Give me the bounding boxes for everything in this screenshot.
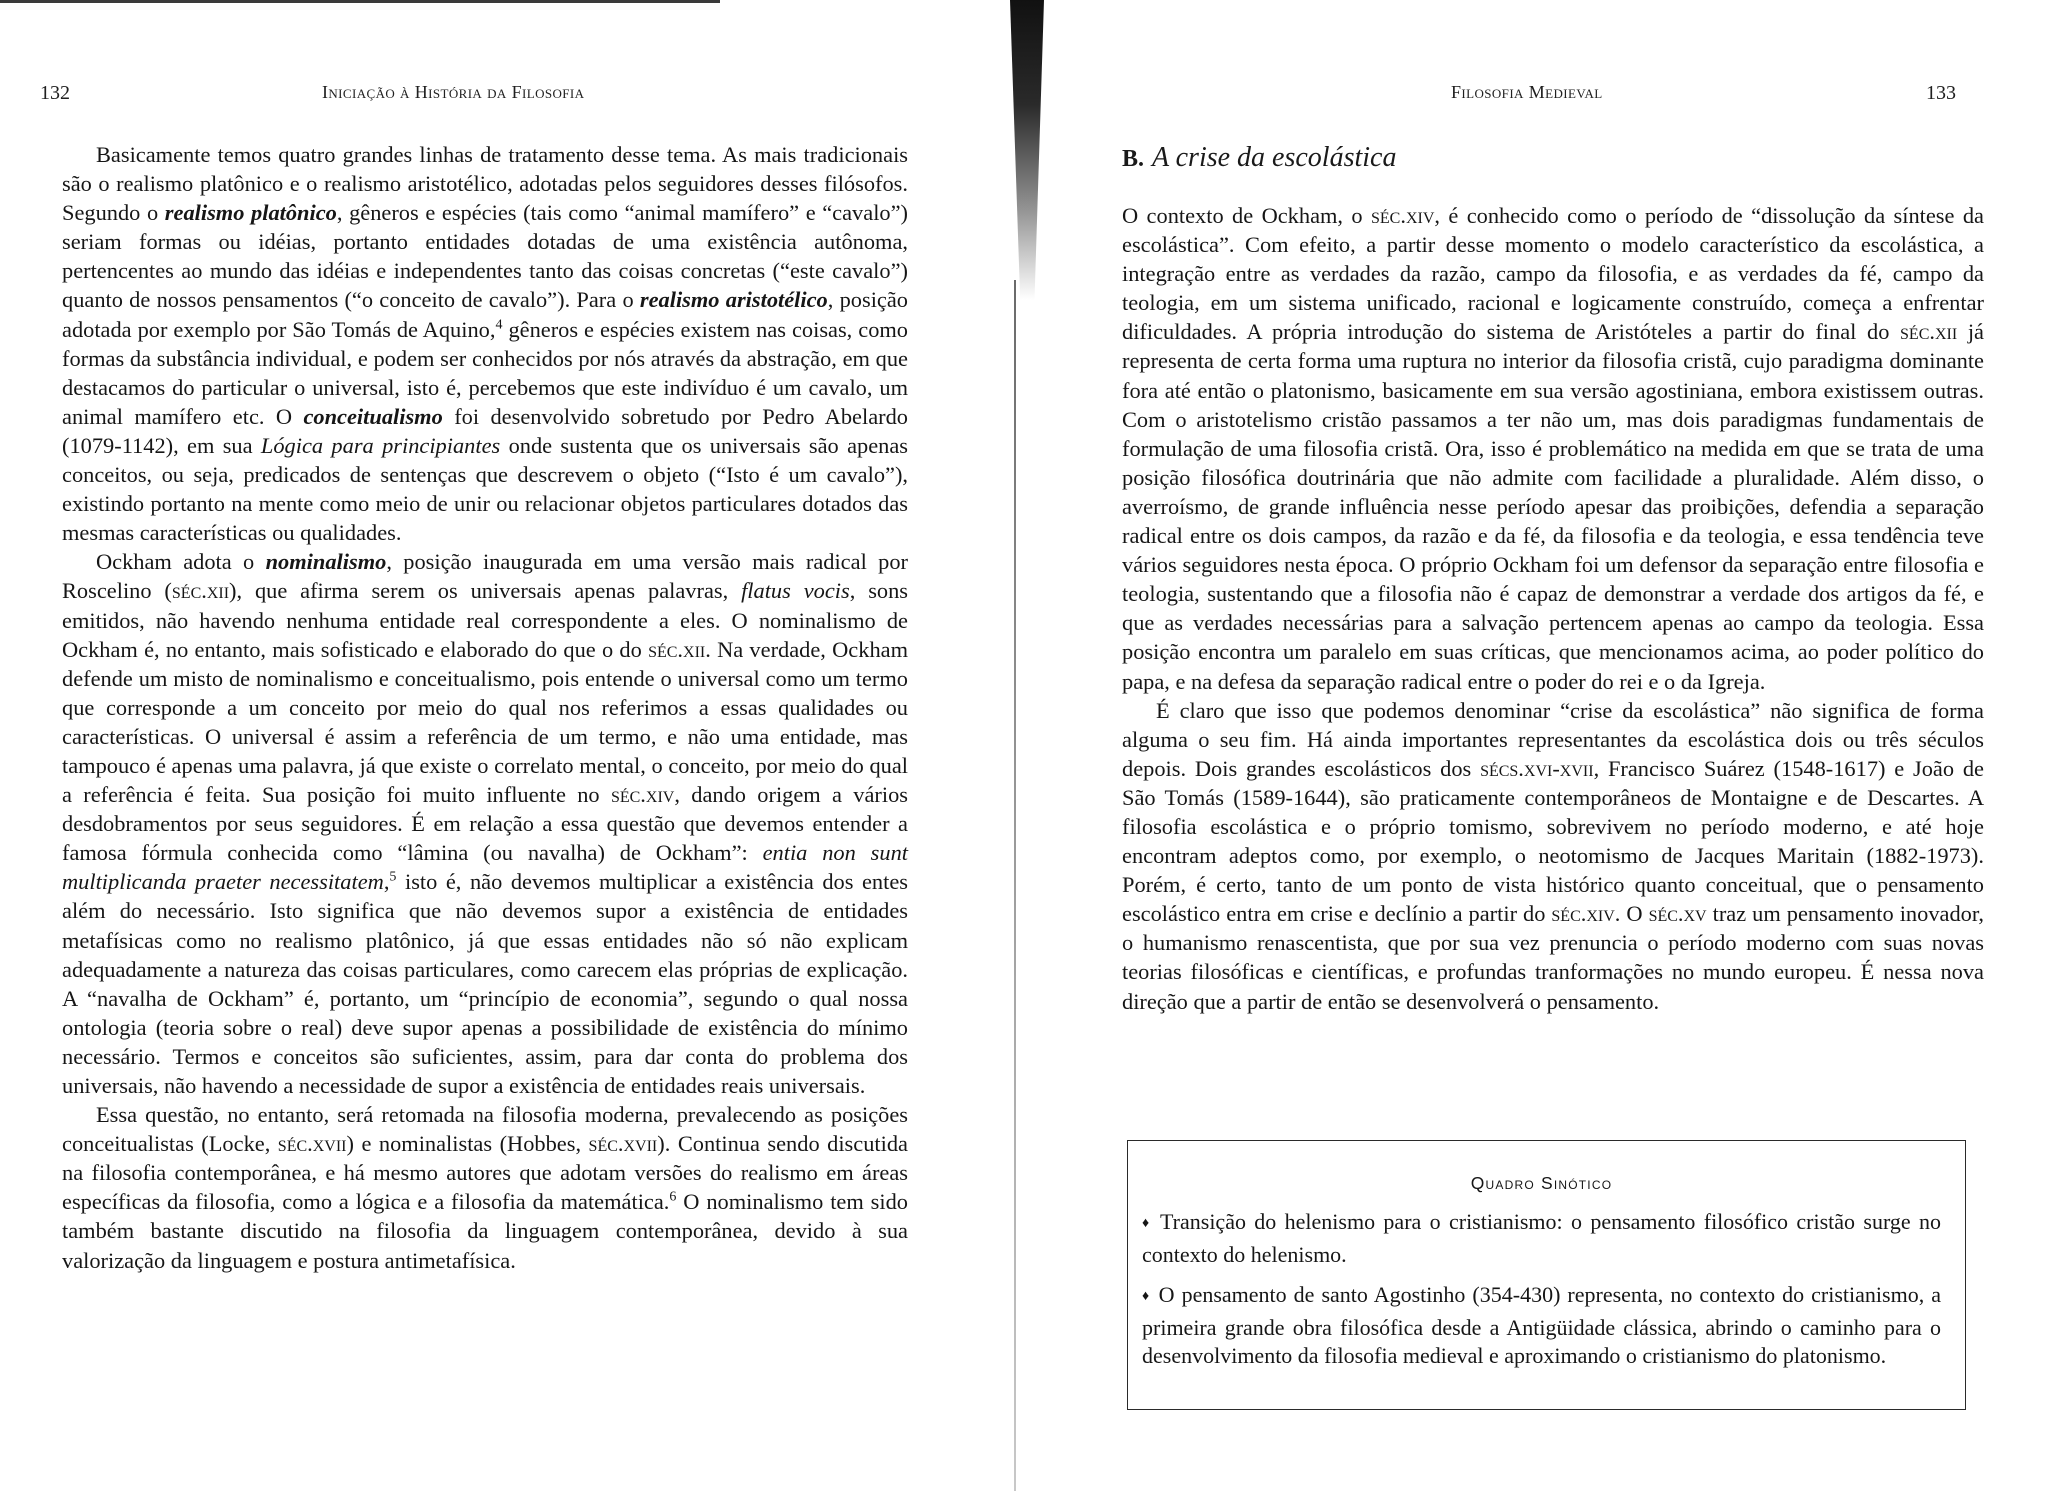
century-abbrev: séc.xv <box>1648 901 1707 927</box>
century-abbrev: sécs.xvi-xvii <box>1480 755 1594 781</box>
synoptic-box <box>1127 1140 1966 1410</box>
text-run: onde sustenta que os universais são apenas conceitos, ou seja, predicados de sentenças que descrevem o objeto (“Isto é um cavalo”), existindo portanto na mente como meio de unir ou relacionar objetos particulares dotados das mesmas características ou qualidades. <box>62 432 908 546</box>
text-run: isto é, não devemos multiplicar a existência dos entes além do necessário. Isto significa que não devemos supor a existência de entidades metafísicas como no realismo platônico, já que essas entidades não só não explicam adequadamente a natureza das coisas particulares, como carecem elas próprias de explicação. A “navalha de Ockham” é, portanto, um “princípio de economia”, segundo o qual nossa ontologia (teoria sobre o real) deve supor apenas a possibilidade de existência do mínimo necessário. Termos e conceitos são suficientes, assim, para dar conta do problema dos universais, não havendo a necessidade de supor a existência de entidades reais universais. <box>62 869 908 1098</box>
italic-text: Lógica para principiantes <box>260 432 501 458</box>
century-abbrev: séc.xvii <box>277 1131 347 1157</box>
paragraph <box>1122 696 1984 1016</box>
diamond-bullet-icon: ♦ <box>1142 1289 1151 1304</box>
century-abbrev: séc.xii <box>1900 319 1958 345</box>
footnote-reference: 5 <box>389 869 397 885</box>
text-run: ) e nominalistas (Hobbes, <box>346 1131 589 1157</box>
paragraph <box>62 1100 908 1275</box>
bold-italic-term: realismo aristotélico <box>639 287 828 313</box>
right-body-text <box>1122 201 1984 1016</box>
text-run: , posição adotada por exemplo por São Tomás de Aquino, <box>62 287 908 342</box>
text-run: . Na verdade, Ockham defende um misto de nominalismo e conceitualismo, pois entende o universal como um termo que corresponde a um conceito por meio do qual nos referimos a essas qualidades ou características. O universal é assim a referência de um termo, e não uma entidade, mas tampouco é apenas uma palavra, já que existe o correlato mental, o conceito, por meio do qual a referência é feita. Sua posição foi muito influente no <box>62 636 908 808</box>
diamond-bullet-icon: ♦ <box>1142 1216 1152 1231</box>
paragraph <box>62 140 908 547</box>
footnote-reference: 4 <box>495 317 503 333</box>
running-head: Iniciação à História da Filosofia <box>322 82 585 102</box>
text-run: O nominalismo tem sido também bastante discutido na filosofia da linguagem contemporânea, devido à sua valorização da linguagem e postura antimetafísica. <box>62 1189 908 1273</box>
paragraph <box>1122 201 1984 696</box>
synoptic-item <box>1142 1281 1941 1371</box>
left-page <box>0 0 1010 1491</box>
page-number: 133 <box>1926 82 1956 104</box>
century-abbrev: séc.xii <box>648 636 706 662</box>
footnote-reference: 6 <box>669 1189 677 1205</box>
gutter-line <box>1014 280 1016 1491</box>
synoptic-item-text: O pensamento de santo Agostinho (354-430) representa, no contexto do cristianismo, a primeira grande obra filosófica desde a Antigüidade clássica, abrindo o caminho para o desenvolvimento da filosofia medieval e aproximando o cristianismo do platonismo. <box>1142 1282 1941 1368</box>
text-run: , gêneros e espécies (tais como “animal mamífero” e “cavalo”) seriam formas ou idéias, portanto entidades dotadas de uma existência autônoma, pertencentes ao mundo das idéias e independentes tanto das coisas concretas (“este cavalo”) quanto de nossos pensamentos (“o conceito de cavalo”). Para o <box>62 200 909 313</box>
section-heading <box>1122 142 1396 174</box>
page-number: 132 <box>40 82 70 104</box>
century-abbrev: séc.xiv <box>1551 901 1615 927</box>
section-title: A crise da escolástica <box>1152 142 1397 173</box>
italic-text: flatus vocis <box>741 578 850 604</box>
text-run: É claro que isso que podemos denominar “crise da escolástica” não significa de forma alguma o seu fim. Há ainda importantes representantes da escolástica dois ou três séculos depois. Dois grandes escolásticos dos <box>1122 697 1984 781</box>
paragraph <box>62 547 908 1100</box>
synoptic-title: Quadro Sinótico <box>1470 1173 1613 1193</box>
text-run: , Francisco Suárez (1548-1617) e João de São Tomás (1589-1644), são praticamente contemporâneos de Montaigne e de Descartes. A filosofia escolástica e o próprio tomismo, sobrevivem no período moderno, e até hoje encontram adeptos como, por exemplo, o neotomismo de Jacques Maritain (1882-1973). Porém, é certo, tanto de um ponto de vista histórico quanto conceitual, que o pensamento escolástico entra em crise e declínio a partir do <box>1122 755 1984 927</box>
bold-italic-term: realismo platônico <box>164 200 337 226</box>
text-run: ), que afirma serem os universais apenas palavras, <box>229 578 742 604</box>
text-run: . O <box>1614 901 1649 927</box>
text-run: Basicamente temos quatro grandes linhas de tratamento desse tema. As mais tradicionais são o realismo platônico e o realismo aristotélico, adotadas pelos seguidores desses filósofos. Segundo o <box>62 142 908 226</box>
text-run: , dando origem a vários desdobramentos por seus seguidores. É em relação a essa questão que devemos entender a famosa fórmula conhecida como “lâmina (ou navalha) de Ockham”: <box>62 782 908 866</box>
synoptic-item-text: Transição do helenismo para o cristianismo: o pensamento filosófico cristão surge no contexto do helenismo. <box>1142 1209 1941 1267</box>
left-body-text <box>62 140 908 1275</box>
text-run: Essa questão, no entanto, será retomada na filosofia moderna, prevalecendo as posições conceitualistas (Locke, <box>62 1102 908 1157</box>
text-run: já representa de certa forma uma ruptura no interior da filosofia cristã, cujo paradigma dominante fora até então o platonismo, basicamente em sua versão agostiniana, embora existissem outras. Com o aristotelismo cristão passamos a ter não um, mas dois paradigmas fundamentais de formulação de uma filosofia cristã. Ora, isso é problemático na medida em que se trata de uma posição filosófica doutrinária que não admite com facilidade a pluralidade. Além disso, o averroísmo, de grande influência nesse período apesar das proibições, defendia a separação radical entre os dois campos, da razão e da fé, da filosofia e da teologia, e essa tendência teve vários seguidores nesta época. O próprio Ockham foi um defensor da separação entre filosofia e teologia, sustentando que a filosofia não é capaz de demonstrar a verdade dos artigos da fé, e que as verdades necessárias para a salvação pertencem apenas ao campo da teologia. Essa posição encontra um paralelo em suas críticas, que mencionamos acima, ao poder político do papa, e na defesa da separação radical entre o poder do rei e o da Igreja. <box>1122 319 1984 694</box>
century-abbrev: séc.xiv <box>610 782 675 808</box>
italic-text: entia non sunt multiplicanda praeter necessitatem <box>62 840 908 895</box>
text-run: gêneros e espécies existem nas coisas, como formas da substância individual, e podem ser conhecidos por nós através da abstração, em que destacamos do particular o universal, isto é, percebemos que este indivíduo é um cavalo, um animal mamífero etc. O <box>62 316 909 429</box>
synoptic-item <box>1142 1208 1941 1269</box>
century-abbrev: séc.xiv <box>1371 203 1435 228</box>
text-run: Ockham adota o <box>96 549 266 575</box>
text-run: O contexto de Ockham, o <box>1122 203 1371 228</box>
bold-italic-term: nominalismo <box>265 549 387 575</box>
text-run: , sons emitidos, não havendo nenhuma entidade real correspondente a eles. O nominalismo de Ockham é, no entanto, mais sofisticado e elaborado do que o do <box>62 578 909 662</box>
running-head: Filosofia Medieval <box>1451 82 1603 102</box>
century-abbrev: séc.xii <box>171 578 230 604</box>
text-run: , posição inaugurada em uma versão mais radical por Roscelino ( <box>62 549 908 604</box>
text-run: foi desenvolvido sobretudo por Pedro Abelardo (1079-1142), em sua <box>62 403 908 458</box>
section-letter: B. <box>1122 146 1145 172</box>
text-run: , é conhecido como o período de “dissolução da síntese da escolástica”. Com efeito, a partir desse momento o modelo característico da escolástica, a integração entre as verdades da razão, campo da filosofia, e as verdades da fé, campo da teologia, em um sistema unificado, racional e logicamente construído, começa a enfrentar dificuldades. A própria introdução do sistema de Aristóteles a partir do final do <box>1122 203 1984 345</box>
text-run: traz um pensamento inovador, o humanismo renascentista, que por sua vez prenuncia o período moderno com suas novas teorias filosóficas e científicas, e profundas tranformações no mundo europeu. É nessa nova direção que a partir de então se desenvolverá o pensamento. <box>1122 901 1984 1014</box>
bold-italic-term: conceitualismo <box>303 403 443 429</box>
text-run: ). Continua sendo discutida na filosofia contemporânea, e há mesmo autores que adotam versões do realismo em áreas específicas da filosofia, como a lógica e a filosofia da matemática. <box>62 1131 908 1215</box>
synoptic-list <box>1142 1208 1941 1371</box>
century-abbrev: séc.xvii <box>588 1131 658 1157</box>
text-run: , <box>383 869 390 895</box>
